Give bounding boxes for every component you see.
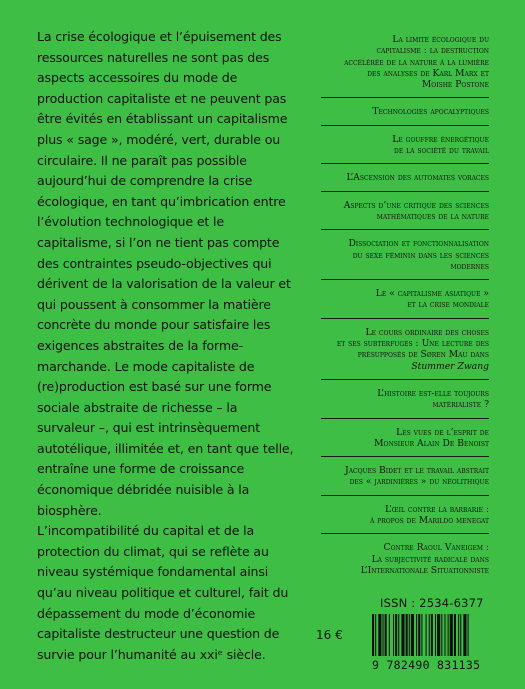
toc-line: mathématiques de la nature — [376, 210, 489, 222]
barcode-bar — [418, 614, 420, 656]
toc-line: et ses subterfuges : Une lecture des — [336, 338, 489, 350]
toc-line: Le « capitalisme asiatique » — [375, 288, 489, 300]
toc-line: modernes — [450, 260, 489, 272]
toc-line: Les vues de l’esprit de — [396, 426, 489, 438]
barcode-bar — [389, 614, 390, 656]
toc-line: des « jardinières » du néolithique — [349, 476, 489, 488]
blurb-paragraph-2: L’incompatibilité du capital et de la protection du climat, qui se reflète au niveau systémique fondamental ainsi qu’au niveau politique et culturel, fait du dépassement du mode d’économie capitaliste destructeur une question de survie pour l’humanité au xxiᵉ siècle. — [37, 523, 289, 662]
toc-line: L’Ascension des automates voraces — [346, 172, 489, 184]
barcode-bar — [458, 614, 459, 656]
barcode-bar — [385, 614, 387, 656]
blurb-paragraph-1: La crise écologique et l’épuisement des ressources naturelles ne sont pas des aspects accessoires du mode de production capitaliste et ne peuvent pas être évités en établissant un capitalisme plus « sage », modéré, vert, durable ou circulaire. Il ne paraît pas possible aujourd’hui de comprendre la crise écologique, en tant qu’imbrication entre l’évolution technologique et le capitalisme, si l’on ne tient pas compte des contraintes pseudo-objectives qui dérivent de la valorisation de la valeur et qui poussent à consommer la matière concrète du monde pour satisfaire les exigences abstraites de la forme-marchande. Le mode capitaliste de (re)production est basé sur une forme sociale abstraite de richesse – la survaleur –, qui est intrinsèquement autotélique, illimitée et, en tant que telle, entraîne une forme de croissance économique débridée nuisible à la biosphère. — [37, 29, 294, 518]
barcode-bar — [378, 614, 381, 656]
barcode-bar — [426, 614, 427, 656]
toc-line: Jacques Bidet et le travail abstrait — [345, 465, 489, 477]
barcode-bar — [409, 614, 410, 656]
barcode-bar — [454, 614, 456, 656]
barcode-bar — [411, 614, 414, 656]
toc-item — [321, 388, 489, 419]
barcode-bars — [368, 612, 493, 658]
toc-item — [321, 288, 489, 319]
toc-item — [321, 106, 489, 125]
toc-line: et la crise mondiale — [407, 299, 489, 311]
barcode-bar — [406, 614, 408, 656]
toc-line: L’œil contre la barbarie : — [384, 503, 489, 515]
back-cover-blurb — [37, 27, 295, 665]
toc-line: à propos de Marildo menegat — [369, 515, 489, 527]
toc-item — [321, 504, 489, 535]
toc-line: La limite écologique du — [392, 34, 489, 45]
toc-line: Technologies apocalyptiques — [372, 106, 489, 118]
toc-item — [321, 238, 489, 280]
toc-line: capitalisme : la destruction — [376, 45, 489, 57]
barcode-bar — [395, 614, 397, 656]
barcode-bar — [435, 614, 436, 656]
toc-line: L’histoire est-elle toujours — [377, 387, 489, 399]
toc-item — [321, 542, 489, 583]
toc-item — [321, 34, 489, 98]
barcode-bar — [393, 614, 394, 656]
issn-label: ISSN : 2534-6377 — [380, 596, 484, 610]
toc-item — [321, 327, 489, 380]
barcode-bar — [444, 614, 445, 656]
barcode-bar — [398, 614, 399, 656]
barcode-bar — [441, 614, 442, 656]
toc-line: des analyses de Karl Marx et — [367, 67, 489, 79]
toc-item — [321, 465, 489, 496]
barcode-bar — [460, 614, 461, 656]
barcode-bar — [437, 614, 440, 656]
barcode-bar — [372, 614, 374, 656]
toc-line: Dissociation et fonctionnalisation — [348, 238, 489, 250]
toc-line-title: Stummer Zwang — [411, 360, 489, 372]
toc-item — [321, 172, 489, 191]
barcode-bar — [429, 614, 430, 656]
toc-line: Le cours ordinaire des choses — [365, 326, 489, 338]
toc-line: Contre Raoul Vaneigem : — [383, 542, 489, 554]
toc-line: du sexe féminin dans les sciences — [352, 249, 489, 261]
toc-item — [321, 134, 489, 165]
toc-line: Aspects d’une critique des sciences — [343, 199, 489, 211]
barcode-bar — [463, 614, 466, 656]
toc-line: matérialiste ? — [432, 399, 489, 411]
toc-line: présupposés de Søren Mau dans — [357, 349, 489, 361]
price-label: 16 € — [316, 628, 343, 642]
toc-line: de la société du travail — [394, 145, 489, 157]
table-of-contents — [321, 34, 489, 591]
toc-item — [321, 427, 489, 458]
barcode-bar — [431, 614, 433, 656]
toc-line: La subjectivité radicale dans — [371, 553, 489, 565]
barcode-bar — [383, 614, 384, 656]
barcode-bar — [450, 614, 453, 656]
toc-line: Le gouffre énergétique — [392, 133, 489, 145]
toc-line: Monsieur Alain De Benoist — [374, 437, 489, 449]
barcode-bar — [421, 614, 422, 656]
barcode-bar — [401, 614, 404, 656]
barcode-bar — [448, 614, 449, 656]
barcode-bar — [416, 614, 417, 656]
barcode-bar — [468, 614, 469, 656]
ean-number: 9 782490 831135 — [372, 658, 481, 672]
toc-item — [321, 200, 489, 231]
toc-line: Moishe Postone — [421, 79, 489, 91]
toc-line: L’Internationale Situationniste — [360, 564, 489, 576]
barcode-bar — [375, 614, 376, 656]
toc-line: accélérée de la nature à la lumière — [344, 56, 489, 68]
